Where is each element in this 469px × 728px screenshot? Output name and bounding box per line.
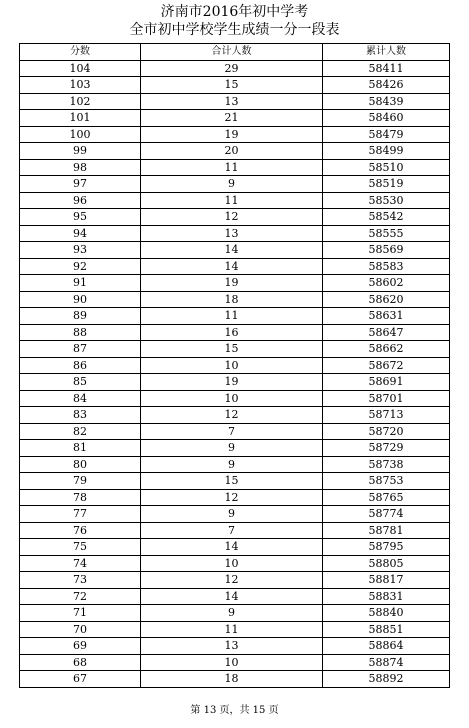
cell-score: 92 bbox=[20, 258, 141, 275]
table-body bbox=[20, 60, 450, 687]
cell-cumulative: 58499 bbox=[323, 143, 450, 160]
cell-cumulative: 58691 bbox=[323, 374, 450, 391]
table-row bbox=[20, 423, 450, 440]
cell-count: 19 bbox=[141, 275, 323, 292]
cell-score: 97 bbox=[20, 176, 141, 193]
table-row bbox=[20, 159, 450, 176]
table-row bbox=[20, 621, 450, 638]
cell-cumulative: 58602 bbox=[323, 275, 450, 292]
table-row bbox=[20, 143, 450, 160]
cell-count: 10 bbox=[141, 555, 323, 572]
cell-cumulative: 58620 bbox=[323, 291, 450, 308]
cell-count: 14 bbox=[141, 258, 323, 275]
cell-score: 88 bbox=[20, 324, 141, 341]
table-row bbox=[20, 192, 450, 209]
table-row bbox=[20, 506, 450, 523]
cell-score: 103 bbox=[20, 77, 141, 94]
cell-score: 100 bbox=[20, 126, 141, 143]
table-row bbox=[20, 522, 450, 539]
cell-score: 99 bbox=[20, 143, 141, 160]
cell-cumulative: 58774 bbox=[323, 506, 450, 523]
cell-cumulative: 58411 bbox=[323, 60, 450, 77]
cell-count: 18 bbox=[141, 291, 323, 308]
cell-count: 14 bbox=[141, 539, 323, 556]
cell-score: 70 bbox=[20, 621, 141, 638]
table-row bbox=[20, 176, 450, 193]
cell-cumulative: 58647 bbox=[323, 324, 450, 341]
cell-cumulative: 58631 bbox=[323, 308, 450, 325]
table-row bbox=[20, 456, 450, 473]
cell-score: 72 bbox=[20, 588, 141, 605]
cell-count: 11 bbox=[141, 192, 323, 209]
cell-count: 13 bbox=[141, 638, 323, 655]
table-row bbox=[20, 60, 450, 77]
cell-score: 69 bbox=[20, 638, 141, 655]
cell-count: 9 bbox=[141, 506, 323, 523]
cell-score: 90 bbox=[20, 291, 141, 308]
cell-score: 101 bbox=[20, 110, 141, 127]
cell-cumulative: 58510 bbox=[323, 159, 450, 176]
cell-count: 29 bbox=[141, 60, 323, 77]
cell-score: 81 bbox=[20, 440, 141, 457]
cell-count: 7 bbox=[141, 423, 323, 440]
cell-count: 12 bbox=[141, 572, 323, 589]
cell-score: 102 bbox=[20, 93, 141, 110]
cell-score: 78 bbox=[20, 489, 141, 506]
cell-score: 75 bbox=[20, 539, 141, 556]
cell-score: 104 bbox=[20, 60, 141, 77]
table-row bbox=[20, 308, 450, 325]
table-row bbox=[20, 357, 450, 374]
table-row bbox=[20, 374, 450, 391]
table-row bbox=[20, 291, 450, 308]
cell-count: 21 bbox=[141, 110, 323, 127]
table-row bbox=[20, 605, 450, 622]
table-row bbox=[20, 93, 450, 110]
cell-cumulative: 58892 bbox=[323, 671, 450, 688]
cell-cumulative: 58805 bbox=[323, 555, 450, 572]
cell-score: 67 bbox=[20, 671, 141, 688]
cell-cumulative: 58701 bbox=[323, 390, 450, 407]
cell-count: 19 bbox=[141, 126, 323, 143]
cell-score: 80 bbox=[20, 456, 141, 473]
cell-cumulative: 58753 bbox=[323, 473, 450, 490]
cell-score: 68 bbox=[20, 654, 141, 671]
cell-score: 87 bbox=[20, 341, 141, 358]
cell-cumulative: 58662 bbox=[323, 341, 450, 358]
cell-score: 83 bbox=[20, 407, 141, 424]
cell-count: 18 bbox=[141, 671, 323, 688]
cell-cumulative: 58840 bbox=[323, 605, 450, 622]
cell-cumulative: 58672 bbox=[323, 357, 450, 374]
cell-count: 10 bbox=[141, 654, 323, 671]
table-row bbox=[20, 671, 450, 688]
cell-count: 15 bbox=[141, 77, 323, 94]
table-row bbox=[20, 539, 450, 556]
cell-score: 95 bbox=[20, 209, 141, 226]
cell-count: 14 bbox=[141, 242, 323, 259]
column-header-cumulative: 累计人数 bbox=[323, 44, 450, 61]
cell-count: 16 bbox=[141, 324, 323, 341]
cell-cumulative: 58713 bbox=[323, 407, 450, 424]
cell-cumulative: 58738 bbox=[323, 456, 450, 473]
table-row bbox=[20, 242, 450, 259]
cell-count: 11 bbox=[141, 621, 323, 638]
cell-score: 82 bbox=[20, 423, 141, 440]
cell-cumulative: 58519 bbox=[323, 176, 450, 193]
cell-count: 9 bbox=[141, 440, 323, 457]
table-row bbox=[20, 654, 450, 671]
cell-count: 19 bbox=[141, 374, 323, 391]
table-row bbox=[20, 390, 450, 407]
cell-score: 91 bbox=[20, 275, 141, 292]
table-row bbox=[20, 225, 450, 242]
cell-score: 86 bbox=[20, 357, 141, 374]
cell-score: 84 bbox=[20, 390, 141, 407]
score-distribution-table bbox=[19, 43, 450, 688]
table-row bbox=[20, 324, 450, 341]
cell-score: 96 bbox=[20, 192, 141, 209]
cell-count: 15 bbox=[141, 473, 323, 490]
cell-count: 20 bbox=[141, 143, 323, 160]
cell-score: 77 bbox=[20, 506, 141, 523]
table-row bbox=[20, 275, 450, 292]
cell-score: 71 bbox=[20, 605, 141, 622]
cell-cumulative: 58851 bbox=[323, 621, 450, 638]
cell-cumulative: 58729 bbox=[323, 440, 450, 457]
cell-count: 9 bbox=[141, 176, 323, 193]
cell-cumulative: 58874 bbox=[323, 654, 450, 671]
cell-count: 12 bbox=[141, 407, 323, 424]
table-row bbox=[20, 341, 450, 358]
cell-count: 14 bbox=[141, 588, 323, 605]
cell-cumulative: 58583 bbox=[323, 258, 450, 275]
table-row bbox=[20, 77, 450, 94]
cell-score: 93 bbox=[20, 242, 141, 259]
table-row bbox=[20, 209, 450, 226]
cell-count: 11 bbox=[141, 159, 323, 176]
cell-count: 13 bbox=[141, 225, 323, 242]
cell-count: 9 bbox=[141, 456, 323, 473]
cell-cumulative: 58460 bbox=[323, 110, 450, 127]
table-row bbox=[20, 440, 450, 457]
table-row bbox=[20, 258, 450, 275]
cell-score: 89 bbox=[20, 308, 141, 325]
cell-count: 10 bbox=[141, 390, 323, 407]
table-row bbox=[20, 473, 450, 490]
document-title: 济南市2016年初中学考 bbox=[160, 4, 309, 20]
cell-score: 73 bbox=[20, 572, 141, 589]
table-row bbox=[20, 638, 450, 655]
cell-score: 76 bbox=[20, 522, 141, 539]
table-row bbox=[20, 489, 450, 506]
cell-count: 10 bbox=[141, 357, 323, 374]
table-row bbox=[20, 572, 450, 589]
cell-count: 15 bbox=[141, 341, 323, 358]
cell-score: 79 bbox=[20, 473, 141, 490]
cell-score: 74 bbox=[20, 555, 141, 572]
page-footer: 第 13 页，共 15 页 bbox=[190, 705, 279, 716]
cell-cumulative: 58426 bbox=[323, 77, 450, 94]
cell-cumulative: 58781 bbox=[323, 522, 450, 539]
table-row bbox=[20, 110, 450, 127]
cell-count: 13 bbox=[141, 93, 323, 110]
cell-cumulative: 58555 bbox=[323, 225, 450, 242]
table-row bbox=[20, 407, 450, 424]
column-header-score: 分数 bbox=[20, 44, 141, 61]
cell-score: 85 bbox=[20, 374, 141, 391]
cell-cumulative: 58795 bbox=[323, 539, 450, 556]
table-row bbox=[20, 555, 450, 572]
table-header-row bbox=[20, 44, 450, 61]
cell-cumulative: 58864 bbox=[323, 638, 450, 655]
cell-cumulative: 58479 bbox=[323, 126, 450, 143]
cell-cumulative: 58439 bbox=[323, 93, 450, 110]
table-row bbox=[20, 126, 450, 143]
cell-cumulative: 58720 bbox=[323, 423, 450, 440]
cell-score: 98 bbox=[20, 159, 141, 176]
cell-cumulative: 58831 bbox=[323, 588, 450, 605]
cell-count: 12 bbox=[141, 489, 323, 506]
table-row bbox=[20, 588, 450, 605]
cell-cumulative: 58542 bbox=[323, 209, 450, 226]
cell-count: 12 bbox=[141, 209, 323, 226]
cell-count: 11 bbox=[141, 308, 323, 325]
cell-cumulative: 58569 bbox=[323, 242, 450, 259]
cell-cumulative: 58765 bbox=[323, 489, 450, 506]
cell-cumulative: 58530 bbox=[323, 192, 450, 209]
cell-count: 7 bbox=[141, 522, 323, 539]
cell-score: 94 bbox=[20, 225, 141, 242]
cell-cumulative: 58817 bbox=[323, 572, 450, 589]
document-subtitle: 全市初中学校学生成绩一分一段表 bbox=[129, 22, 340, 38]
cell-count: 9 bbox=[141, 605, 323, 622]
column-header-count: 合计人数 bbox=[141, 44, 323, 61]
